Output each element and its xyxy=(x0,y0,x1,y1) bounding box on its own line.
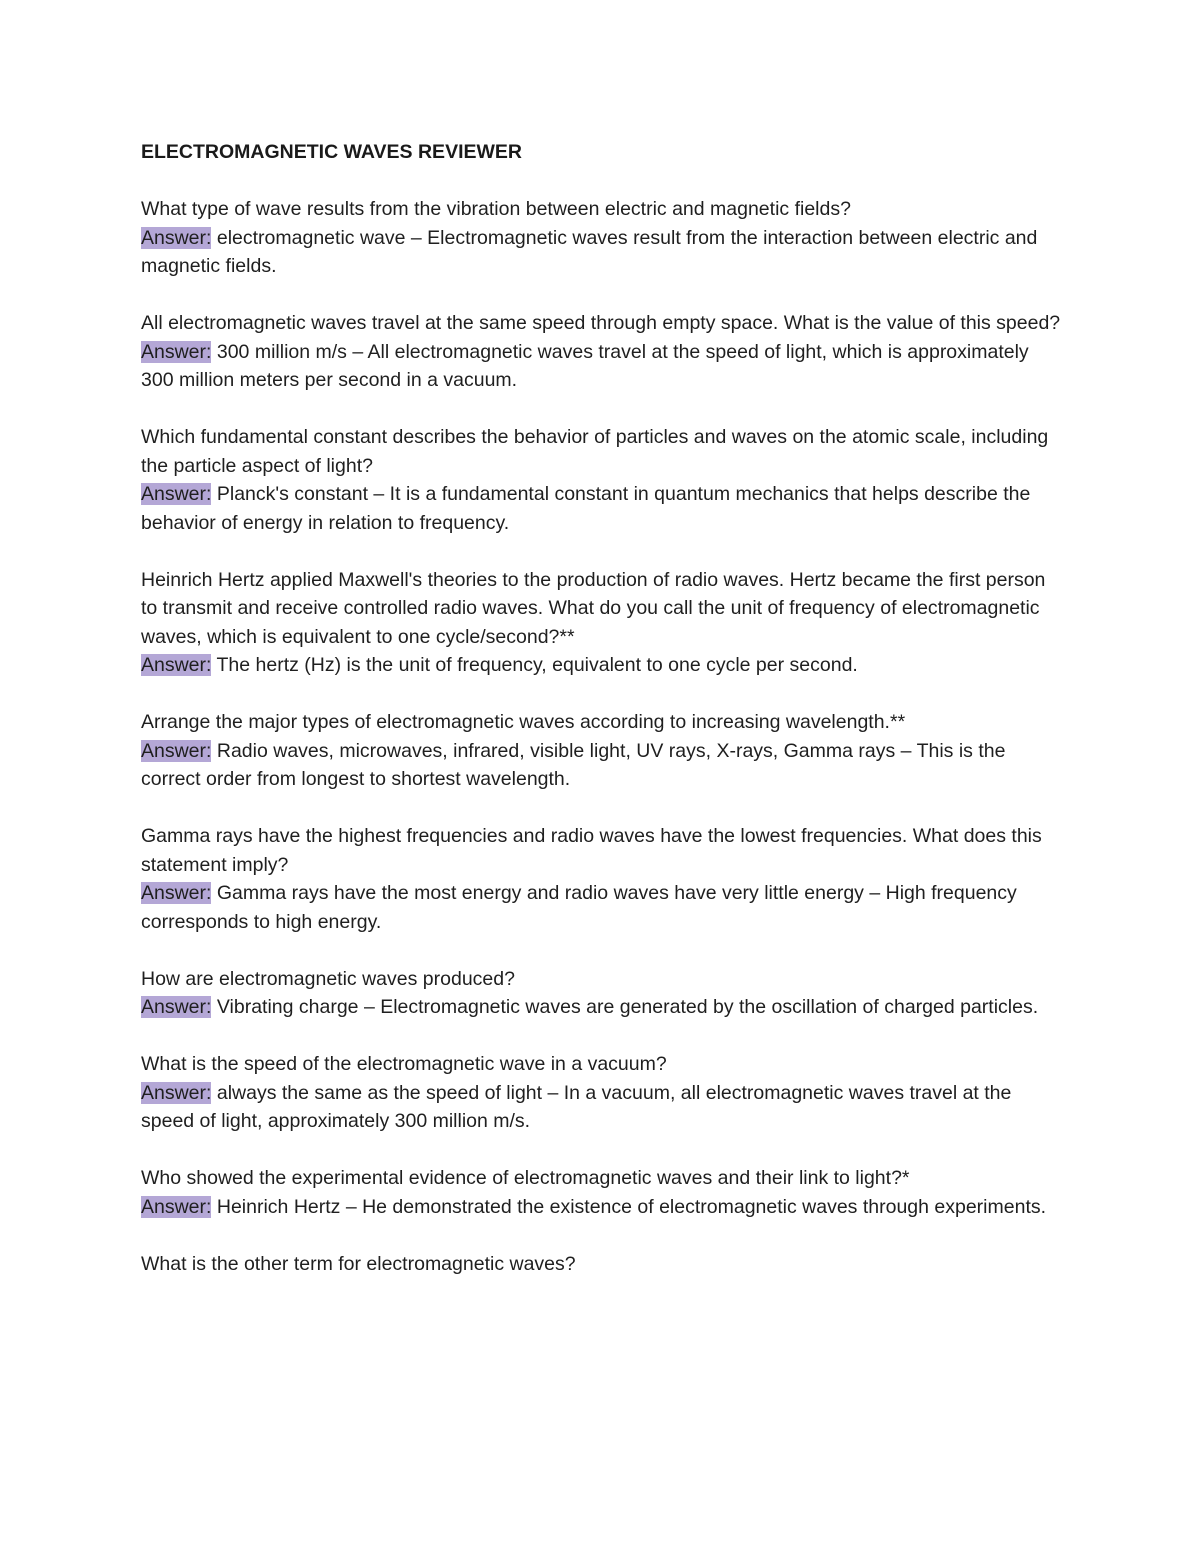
answer-paragraph xyxy=(141,338,1066,395)
qa-item xyxy=(141,708,1066,794)
answer-paragraph xyxy=(141,993,1066,1022)
answer-paragraph xyxy=(141,1079,1066,1136)
answer-text: electromagnetic wave – Electromagnetic waves result from the interaction between electric and magnetic fields. xyxy=(141,226,1038,277)
qa-item xyxy=(141,423,1066,537)
answer-text: Heinrich Hertz – He demonstrated the existence of electromagnetic waves through experiments. xyxy=(211,1195,1047,1218)
document-title: ELECTROMAGNETIC WAVES REVIEWER xyxy=(141,141,522,163)
qa-item xyxy=(141,822,1066,936)
answer-label: Answer: xyxy=(141,340,212,363)
qa-item xyxy=(141,1250,1066,1279)
answer-paragraph xyxy=(141,224,1066,281)
question-text: What is the other term for electromagnetic waves? xyxy=(141,1252,576,1275)
answer-text: Vibrating charge – Electromagnetic waves are generated by the oscillation of charged particles. xyxy=(211,996,1039,1018)
question-text: Gamma rays have the highest frequencies and radio waves have the lowest frequencies. What does this statement imply? xyxy=(141,825,1042,876)
question-text: Heinrich Hertz applied Maxwell's theories to the production of radio waves. Hertz became the first person to transmit and receive controlled radio waves. What do you call the unit of frequency of electromagnetic waves, which is equivalent to one cycle/second?** xyxy=(141,568,1046,648)
question-text: What type of wave results from the vibration between electric and magnetic fields? xyxy=(141,198,851,220)
qa-item xyxy=(141,195,1066,281)
answer-paragraph xyxy=(141,480,1066,537)
qa-item xyxy=(141,1164,1066,1221)
qa-item xyxy=(141,965,1066,1022)
answer-label: Answer: xyxy=(141,483,212,505)
answer-label: Answer: xyxy=(141,654,212,676)
answer-text: Gamma rays have the most energy and radio waves have very little energy – High frequency corresponds to high energy. xyxy=(141,882,1017,933)
question-text: Arrange the major types of electromagnetic waves according to increasing wavelength.** xyxy=(141,711,906,733)
qa-item xyxy=(141,309,1066,395)
answer-label: Answer: xyxy=(141,739,212,762)
question-text: Who showed the experimental evidence of electromagnetic waves and their link to light?* xyxy=(141,1167,910,1189)
answer-label: Answer: xyxy=(141,882,212,904)
answer-paragraph xyxy=(141,651,1066,680)
answer-text: Planck's constant – It is a fundamental constant in quantum mechanics that helps describe the behavior of energy in relation to frequency. xyxy=(141,483,1031,534)
document-page xyxy=(141,138,1066,1307)
answer-text: always the same as the speed of light – In a vacuum, all electromagnetic waves travel at the speed of light, approximately 300 million m/s. xyxy=(141,1081,1012,1132)
question-text: How are electromagnetic waves produced? xyxy=(141,967,515,990)
answer-label: Answer: xyxy=(141,226,212,249)
qa-item xyxy=(141,1050,1066,1136)
answer-paragraph xyxy=(141,1193,1066,1222)
answer-text: The hertz (Hz) is the unit of frequency, equivalent to one cycle per second. xyxy=(211,654,858,676)
qa-item xyxy=(141,566,1066,680)
answer-label: Answer: xyxy=(141,1195,212,1218)
answer-text: Radio waves, microwaves, infrared, visible light, UV rays, X-rays, Gamma rays – This is the correct order from longest to shortest wavelength. xyxy=(141,739,1006,790)
question-text: Which fundamental constant describes the behavior of particles and waves on the atomic scale, including the particle aspect of light? xyxy=(141,426,1049,477)
answer-text: 300 million m/s – All electromagnetic waves travel at the speed of light, which is approximately 300 million meters per second in a vacuum. xyxy=(141,340,1029,391)
answer-paragraph xyxy=(141,737,1066,794)
answer-label: Answer: xyxy=(141,996,212,1018)
question-text: All electromagnetic waves travel at the same speed through empty space. What is the value of this speed? xyxy=(141,312,1061,334)
answer-label: Answer: xyxy=(141,1081,212,1104)
answer-paragraph xyxy=(141,879,1066,936)
question-text: What is the speed of the electromagnetic wave in a vacuum? xyxy=(141,1053,667,1075)
